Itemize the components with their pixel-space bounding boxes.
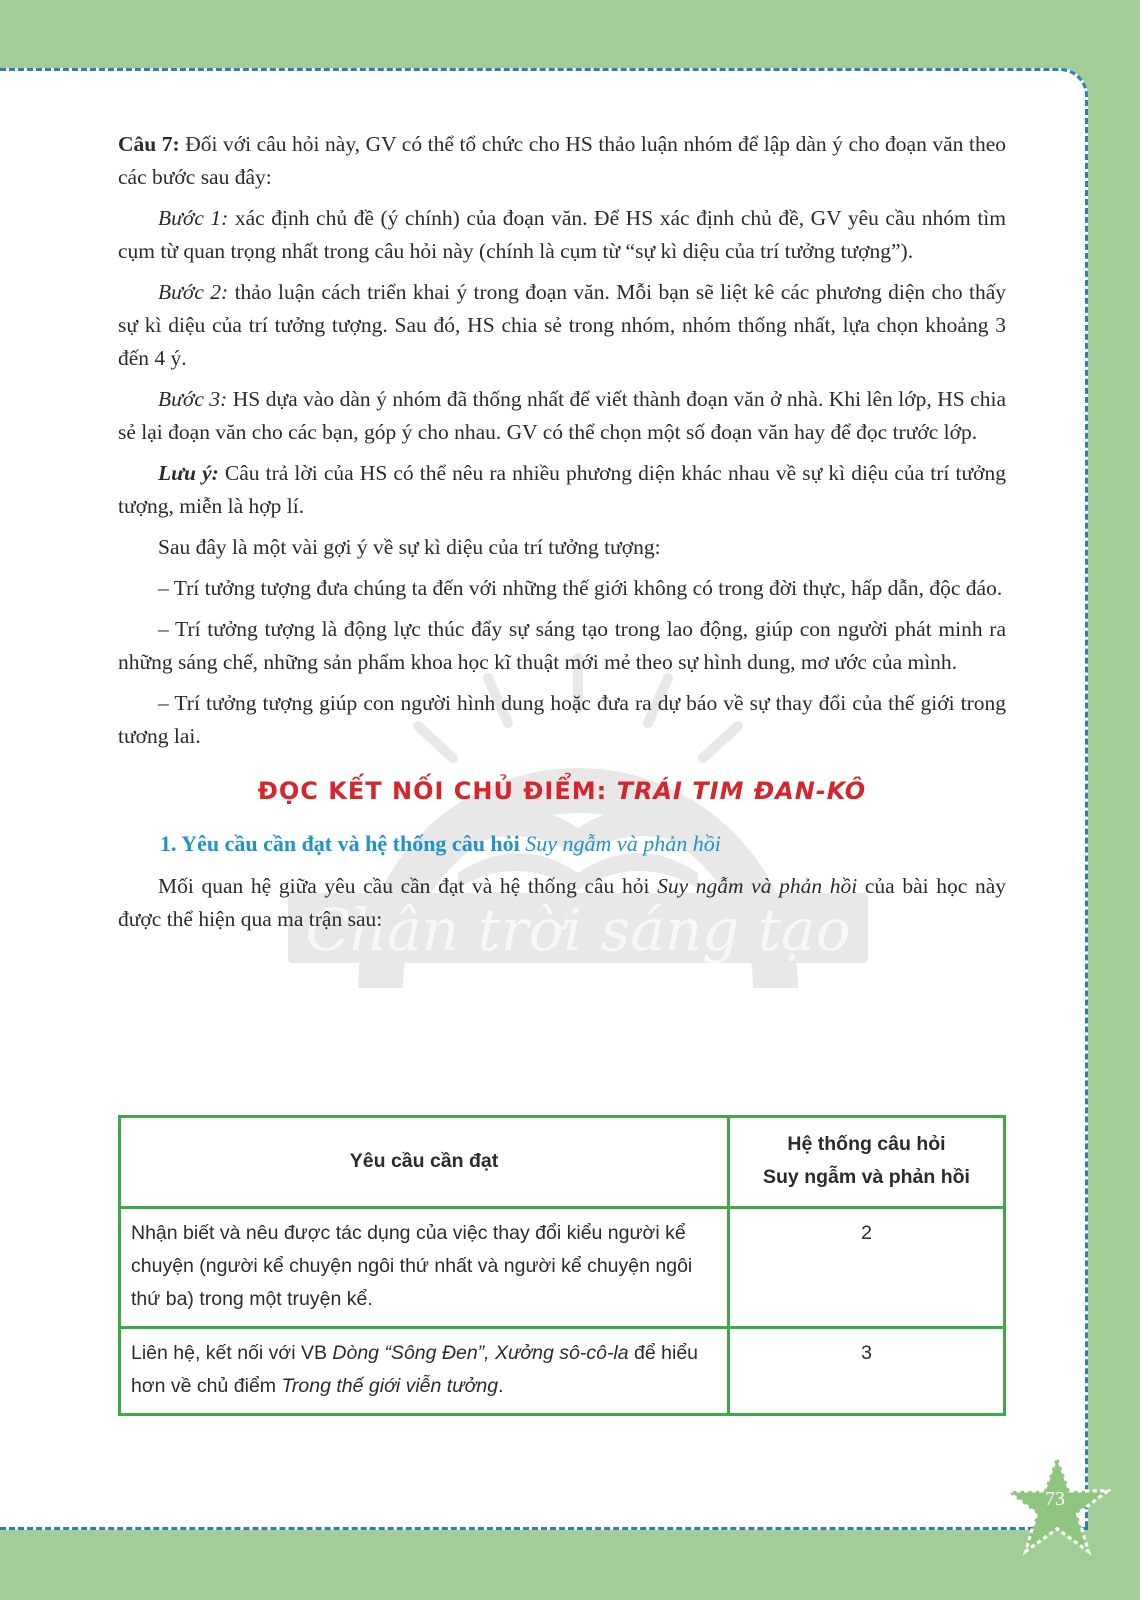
- header-question-system-line-1: Hệ thống câu hỏi: [787, 1133, 946, 1155]
- step-2-label: Bước 2:: [158, 280, 229, 304]
- step-1-label: Bước 1:: [158, 206, 229, 230]
- step-3-text: HS dựa vào dàn ý nhóm đã thống nhất để viết thành đoạn văn ở nhà. Khi lên lớp, HS chia sẻ lại đoạn văn cho các bạn, góp ý cho nhau. GV có thể chọn một số đoạn văn hay để đọc trước lớp.: [118, 387, 1006, 444]
- step-2-text: thảo luận cách triển khai ý trong đoạn văn. Mỗi bạn sẽ liệt kê các phương diện cho thấy sự kì diệu của trí tưởng tượng. Sau đó, HS chia sẻ trong nhóm, nhóm thống nhất, lựa chọn khoảng 3 đến 4 ý.: [118, 280, 1006, 370]
- table-cell-requirement: [120, 1328, 729, 1415]
- step-2-paragraph: [118, 276, 1006, 375]
- row2-text-d: Trong thế giới viễn tưởng: [281, 1375, 499, 1397]
- section-title-italic: TRÁI TIM ĐAN-KÔ: [616, 777, 867, 805]
- header-question-system: [729, 1117, 1005, 1208]
- table-cell-question-number: 3: [729, 1328, 1005, 1415]
- step-1-paragraph: [118, 202, 1006, 268]
- header-question-system-line-2: Suy ngẫm và phản hồi: [763, 1166, 970, 1188]
- matrix-intro-before: Mối quan hệ giữa yêu cầu cần đạt và hệ thống câu hỏi: [158, 874, 658, 898]
- subsection-heading-prefix: 1. Yêu cầu cần đạt và hệ thống câu hỏi: [160, 831, 526, 856]
- suggestion-intro: Sau đây là một vài gợi ý về sự kì diệu của trí tưởng tượng:: [158, 535, 661, 559]
- step-3-label: Bước 3:: [158, 387, 228, 411]
- step-3-paragraph: [118, 383, 1006, 449]
- question-7-label: Câu 7:: [118, 132, 180, 156]
- table-header-row: [120, 1117, 1005, 1208]
- note-text: Câu trả lời của HS có thể nêu ra nhiều phương diện khác nhau về sự kì diệu của trí tưởng tượng, miễn là hợp lí.: [118, 461, 1006, 518]
- subsection-heading-italic: Suy ngẫm và phản hồi: [525, 831, 721, 856]
- step-1-text: xác định chủ đề (ý chính) của đoạn văn. Để HS xác định chủ đề, GV yêu cầu nhóm tìm cụm từ quan trọng nhất trong câu hỏi này (chính là cụm từ “sự kì diệu của trí tưởng tượng”).: [118, 206, 1006, 263]
- section-title: [118, 775, 1006, 807]
- matrix-intro-italic: Suy ngẫm và phản hồi: [657, 874, 858, 898]
- header-requirements: Yêu cầu cần đạt: [120, 1117, 729, 1208]
- row2-text-a: Liên hệ, kết nối với VB: [131, 1342, 333, 1364]
- table-cell-requirement: Nhận biết và nêu được tác dụng của việc thay đổi kiểu người kể chuyện (người kể chuyện ngôi thứ nhất và người kể chuyện ngôi thứ ba) trong một truyện kể.: [120, 1208, 729, 1328]
- matrix-intro-paragraph: [118, 870, 1006, 936]
- section-title-prefix: ĐỌC KẾT NỐI CHỦ ĐIỂM:: [257, 777, 617, 805]
- suggestion-item-2: – Trí tưởng tượng là động lực thúc đẩy sự sáng tạo trong lao động, giúp con người phát minh ra những sáng chế, những sản phẩm khoa học kĩ thuật mới mẻ theo sự hình dung, mơ ước của mình.: [118, 617, 1006, 674]
- table-row: [120, 1208, 1005, 1328]
- page-number: 73: [1045, 1488, 1065, 1510]
- suggestion-item-1: – Trí tưởng tượng đưa chúng ta đến với những thế giới không có trong đời thực, hấp dẫn, độc đáo.: [158, 576, 1003, 600]
- note-label: Lưu ý:: [158, 461, 219, 485]
- row2-text-b: Dòng “Sông Đen”, Xưởng sô-cô-la: [332, 1342, 629, 1364]
- matrix-intro-after: của bài học này được thể hiện qua ma trận sau:: [118, 874, 1006, 931]
- question-7-text: Đối với câu hỏi này, GV có thể tổ chức cho HS thảo luận nhóm để lập dàn ý cho đoạn văn theo các bước sau đây:: [118, 132, 1006, 189]
- suggestion-item-3: – Trí tưởng tượng giúp con người hình dung hoặc đưa ra dự báo về sự thay đổi của thế giới trong tương lai.: [118, 691, 1006, 748]
- row2-text-c: để hiểu hơn về chủ điểm: [131, 1342, 699, 1397]
- watermark-text: Chân trời sáng tạo: [305, 896, 851, 964]
- requirements-matrix-table: [118, 1115, 1006, 1416]
- page-content: [118, 128, 1006, 944]
- table-cell-question-number: 2: [729, 1208, 1005, 1328]
- note-paragraph: [118, 457, 1006, 523]
- row2-text-e: .: [498, 1375, 504, 1397]
- table-row: [120, 1328, 1005, 1415]
- question-7-paragraph: [118, 128, 1006, 194]
- subsection-heading: [160, 827, 1006, 860]
